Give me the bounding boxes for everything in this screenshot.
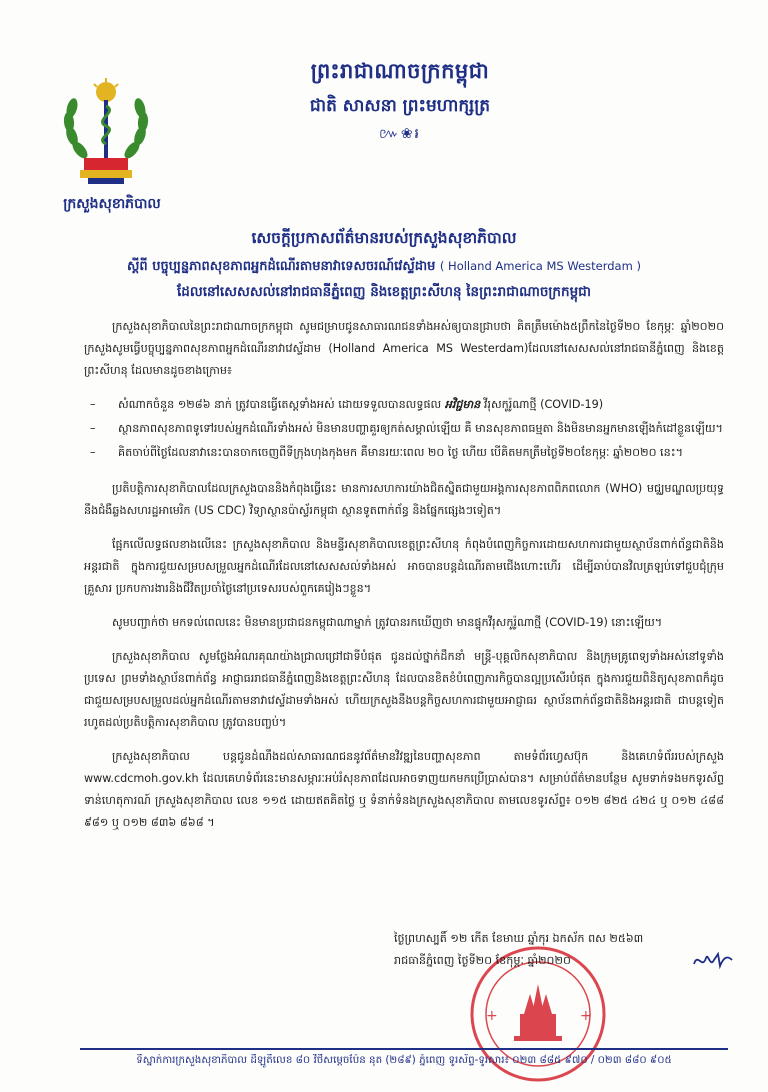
lunar-date: ថ្ងៃព្រហស្បតិ៍ ១២ កើត ខែមាឃ ឆ្នាំកុរ ឯកស័ក ពស ២៥៦៣ (394, 932, 644, 945)
paragraph-thanks: ក្រសួងសុខាភិបាល សូមថ្លែងអំណរគុណយ៉ាងជ្រាលជ្រៅជាទីបំផុត ជូនដល់ថ្នាក់ដឹកនាំ មន្ត្រី-បុគ្គលិកសុខាភិបាល និងក្រុមគ្រូពេទ្យទាំងអស់នៅទូទាំងប្រទេស ព្រមទាំងស្ថាប័នពាក់ព័ន្ធ អាជ្ញាធររាជធានីភ្នំពេញនិងខេត្តព្រះសីហនុ ដែលបានខិតខំបំពេញភារកិច្ចបានល្អប្រសើរបំផុត ក្នុងការជួយពិនិត្យសុខភាពក៏ដូចជាជួយសម្របសម្រួលដល់អ្នកដំណើរតាមនាវាវេស្ទ័ដាមទាំងអស់ ហើយក្រសួងនឹងបន្តកិច្ចសហការជាមួយអាជ្ញាធរ ស្ថាប័នពាក់ព័ន្ធជាតិនិងអន្តរជាតិ ជាបន្តទៀត រហូតដល់ប្រតិបត្តិការសុខាភិបាល ត្រូវបានបញ្ចប់។ (84, 650, 724, 729)
footer-address: ទីស្នាក់ការក្រសួងសុខាភិបាល ដីឡូតិ៍លេខ ៨០ វិថីសម្តេចប៉ែន នុត (២៨៩) ភ្នំពេញ ទូរស័ព្ទ-ទូរសារ៖ ០២៣ ៨៨៥ ៩៧០ / ០២៣ ៨៨០ ៩០៥ (136, 1054, 672, 1066)
svg-text:+: + (486, 1008, 498, 1024)
kingdom-name: ព្រះរាជាណាចក្រកម្ពុជា (310, 59, 490, 83)
list-item: – សំណាកចំនួន ១២៨៦ នាក់ ត្រូវបានធ្វើតេស្តទាំងអស់ ដោយទទួលបានលទ្ធផល អវិជ្ជមាន វីរុសកូរ៉ូណាថ្មី (COVID-19) (90, 398, 604, 411)
negative-result: អវិជ្ជមាន (444, 398, 481, 411)
ship-name-english: ( Holland America MS Westerdam ) (439, 259, 641, 273)
place-date: រាជធានីភ្នំពេញ ថ្ងៃទី២០ ខែកុម្ភៈ ឆ្នាំ២០២០ (394, 954, 571, 967)
signature (692, 950, 734, 972)
ornament: ៚❀៛ (379, 126, 421, 142)
kingdom-header (230, 58, 570, 145)
paragraph-travel: ផ្អែកលើលទ្ធផលខាងលើនេះ ក្រសួងសុខាភិបាល និងមន្ទីរសុខាភិបាលខេត្តព្រះសីហនុ កំពុងបំពេញកិច្ចការដោយសហការជាមួយស្ថាប័នពាក់ព័ន្ធជាតិនិងអន្តរជាតិ ក្នុងការជួយសម្របសម្រួលអ្នកដំណើរដែលនៅសេសសល់ទាំងអស់ អាចបានបន្តដំណើរតាមជើងហោះហើរ ដើម្បីឆាប់បានវិលត្រឡប់ទៅជួបជុំក្រុមគ្រួសារ ប្រកបការងារនិងជីវិតប្រចាំថ្ងៃនៅប្រទេសរបស់ពួកគេរៀងៗខ្លួន។ (84, 538, 724, 595)
paragraph-cooperation: ប្រតិបត្តិការសុខាភិបាលដែលក្រសួងបាននិងកំពុងធ្វើនេះ មានការសហការយ៉ាងជិតស្និតជាមួយអង្គការសុខភាពពិភពលោក (WHO) មជ្ឈមណ្ឌលប្រយុទ្ធនឹងជំងឺឆ្លងសហរដ្ឋអាមេរិក (US CDC) វិទ្យាស្ថានប៉ាស្ទ័រកម្ពុជា ស្ថានទូតពាក់ព័ន្ធ និងផ្នែកផ្សេងៗទៀត។ (84, 482, 724, 517)
national-motto: ជាតិ សាសនា ព្រះមហាក្សត្រ (309, 96, 491, 116)
footer-divider (80, 1048, 728, 1050)
paragraph-intro: ក្រសួងសុខាភិបាលនៃព្រះរាជាណាចក្រកម្ពុជា សូមជម្រាបជូនសាធារណជនទាំងអស់ឲ្យបានជ្រាបថា គិតត្រឹមម៉ោង៥ព្រឹកនៃថ្ងៃទី២០ ខែកុម្ភៈ ឆ្នាំ២០២០ ក្រសួងសូមធ្វើបច្ចុប្បន្នភាពសុខភាពអ្នកដំណើរនាវាវេស្ទ័ដាម (Holland America MS Westerdam)ដែលនៅសេសសល់នៅរាជធានីភ្នំពេញ និងខេត្តព្រះសីហនុ ដែលមានដូចខាងក្រោម៖ (84, 320, 724, 377)
dateline (394, 928, 724, 972)
svg-text:+: + (580, 1008, 592, 1024)
ministry-name: ក្រសួងសុខាភិបាល (63, 196, 161, 212)
title-line-3: ដែលនៅសេសសល់នៅរាជធានីភ្នំពេញ និងខេត្តព្រះសីហនុ នៃព្រះរាជាណាចក្រកម្ពុជា (176, 284, 591, 300)
document-title (70, 228, 698, 303)
status-list (84, 394, 724, 464)
paragraph-no-cases: សូមបញ្ជាក់ថា មកទល់ពេលនេះ មិនមានប្រជាជនកម្ពុជាណាម្នាក់ ត្រូវបានរកឃើញថា មានផ្ទុកវីរុសកូរ៉ូណាថ្មី (COVID-19) នោះឡើយ។ (112, 616, 663, 629)
title-line-2: ស្តីពី បច្ចុប្បន្នភាពសុខភាពអ្នកដំណើរតាមនាវាទេសចរណ៍វេស្ទ័ដាម ( Holland America MS Westerdam ) (127, 259, 641, 274)
document-body (84, 316, 724, 846)
paragraph-contact: ក្រសួងសុខាភិបាល បន្តជូនដំណឹងដល់សាធារណជននូវព័ត៌មានវិវឌ្ឍនៃបញ្ហាសុខភាព តាមទំព័រហ្វេសប៊ុក និងគេហទំព័ររបស់ក្រសួង www.cdcmoh.gov.kh ដែលគេហទំព័រនេះមានសម្ភារៈអប់រំសុខភាពដែលអាចទាញយកមកប្រើប្រាស់បាន។ សម្រាប់ព័ត៌មានបន្ថែម សូមទាក់ទងមកទូរស័ព្ទទាន់ហេតុការណ៍ ក្រសួងសុខាភិបាល លេខ ១១៥ ដោយឥតគិតថ្លៃ ឬ ទំនាក់ទំនងក្រសួងសុខាភិបាល តាមលេខទូរស័ព្ទ៖ ០១២ ៨២៥ ៤២៤ ឬ ០១២ ៤៨៨ ៩៨១ ឬ ០១២ ៨៣៦ ៨៦៨ ។ (84, 750, 724, 829)
list-item: – គិតចាប់ពីថ្ងៃដែលនាវានេះបានចាកចេញពីទីក្រុងហុងកុងមក គឺមានរយៈពេល ២០ ថ្ងៃ ហើយ បើគិតមកត្រឹមថ្ងៃទី២០ខែកុម្ភៈ ឆ្នាំ២០២០ នេះ។ (90, 446, 683, 459)
ministry-logo (58, 78, 154, 188)
title-line-1: សេចក្តីប្រកាសព័ត៌មានរបស់ក្រសួងសុខាភិបាល (251, 229, 517, 247)
list-item: – ស្ថានភាពសុខភាពទូទៅរបស់អ្នកដំណើរទាំងអស់ មិនមានបញ្ហាគួរឲ្យកត់សម្គាល់ឡើយ គឺ មានសុខភាពធម្មតា និងមិនមានអ្នកមានឡើងកំដៅខ្លួនឡើយ។ (90, 422, 723, 435)
